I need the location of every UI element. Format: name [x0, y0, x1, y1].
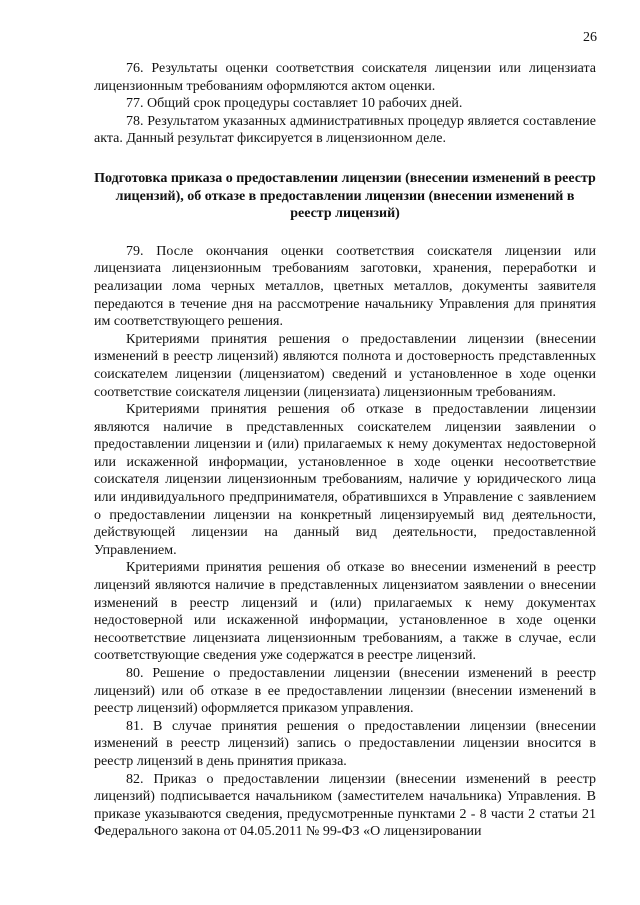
paragraph-82: 82. Приказ о предоставлении лицензии (внесении изменений в реестр лицензий) подписывается начальником (заместителем начальника) Управления. В приказе указываются сведения, предусмотренные пунктами 2 - 8 части 2 статьи 21 Федерального закона от 04.05.2011 № 99-ФЗ «О лицензировании	[94, 771, 596, 840]
paragraph-80: 80. Решение о предоставлении лицензии (внесении изменений в реестр лицензий) или об отказе в ее предоставлении лицензии (внесении изменений в реестр лицензий) оформляется приказом управления.	[94, 666, 596, 717]
section-heading: Подготовка приказа о предоставлении лицензии (внесении изменений в реестр лицензий), об отказе в предоставлении лицензии (внесении изменений в реестр лицензий)	[94, 170, 596, 222]
paragraph-81: 81. В случае принятия решения о предоставлении лицензии (внесении изменений в реестр лицензий) запись о предоставлении лицензии вносится в реестр лицензий в день принятия приказа.	[94, 718, 596, 769]
paragraph-79: 79. После окончания оценки соответствия соискателя лицензии или лицензиата лицензионным требованиям заготовки, хранения, переработки и реализации лома черных металлов, цветных металлов, документы заявителя передаются в течение дня на рассмотрение начальнику Управления для принятия им соответствующего решения.	[94, 243, 596, 330]
paragraph-77: 77. Общий срок процедуры составляет 10 рабочих дней.	[126, 96, 463, 112]
document-body	[94, 60, 596, 841]
paragraph-78: 78. Результатом указанных административных процедур является составление акта. Данный результат фиксируется в лицензионном деле.	[94, 113, 596, 147]
paragraph-76: 76. Результаты оценки соответствия соискателя лицензии или лицензиата лицензионным требованиям оформляются актом оценки.	[94, 61, 596, 94]
paragraph-criteria-registry-refusal: Критериями принятия решения об отказе во внесении изменений в реестр лицензий являются наличие в представленных лицензиатом заявлении о внесении изменений в реестр лицензий и (или) прилагаемых к нему документах недостоверной или искаженной информации, установленное в ходе оценки несоответствие лицензиата лицензионным требованиям, а также в случае, если соответствующие сведения уже содержатся в реестре лицензий.	[94, 560, 596, 664]
paragraph-criteria-grant: Критериями принятия решения о предоставлении лицензии (внесении изменений в реестр лицензий) являются полнота и достоверность представленных соискателем лицензии (лицензиатом) сведений и установленное в ходе оценки соответствие соискателя лицензии (лицензиата) лицензионным требованиям.	[94, 331, 596, 400]
paragraph-criteria-refusal: Критериями принятия решения об отказе в предоставлении лицензии являются наличие в представленных соискателем лицензии заявлении о предоставлении лицензии и (или) прилагаемых к нему документах недостоверной или искаженной информации, установленное в ходе оценки несоответствие соискателя лицензии лицензионным требованиям, наличие у юридического лица или индивидуального предпринимателя, обратившихся в Управление с заявлением о предоставлении лицензии на конкретный лицензируемый вид деятельности, действующей лицензии на данный вид деятельности, предоставленной Управлением.	[94, 402, 596, 558]
page-number: 26	[583, 30, 597, 45]
